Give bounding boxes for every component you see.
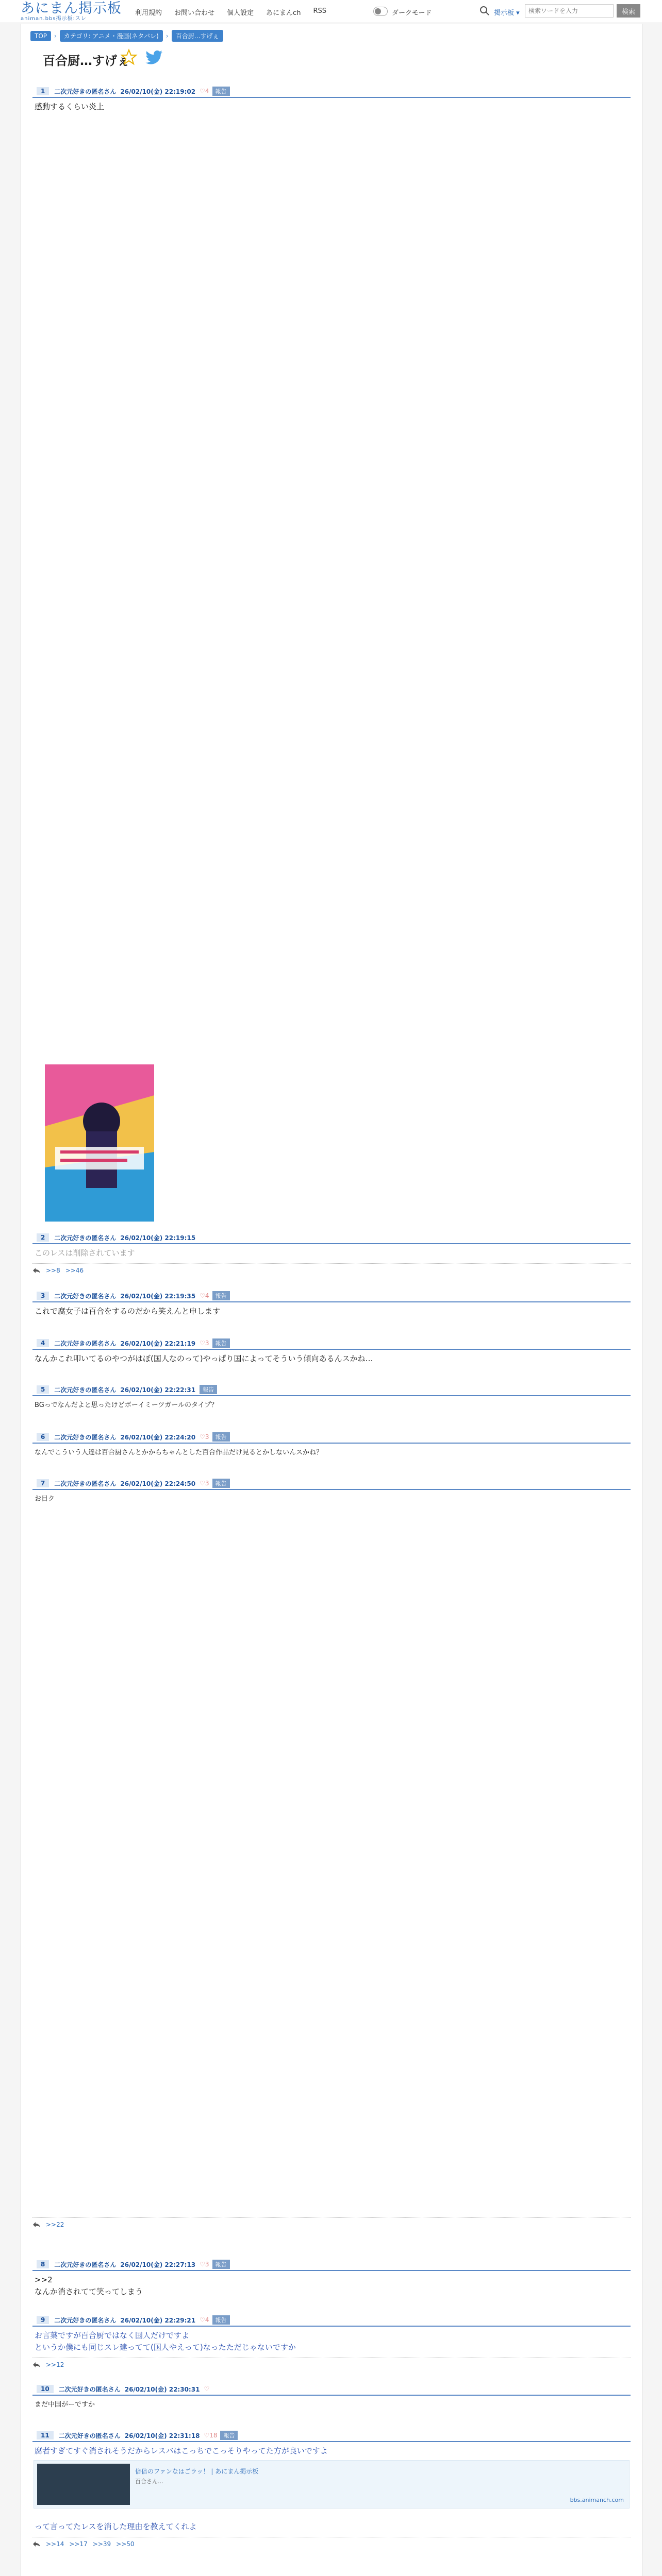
breadcrumb-separator: › xyxy=(166,32,169,40)
like-heart-icon[interactable]: ♡ xyxy=(204,2385,210,2393)
link-preview-description: 百合さん… xyxy=(135,2478,163,2485)
post-footer xyxy=(32,2213,631,2228)
link-preview-card[interactable] xyxy=(34,2460,630,2509)
breadcrumb xyxy=(30,30,223,42)
dark-mode-label: ダークモード xyxy=(392,9,432,17)
post xyxy=(32,2383,631,2411)
report-button[interactable]: 報告 xyxy=(212,2260,230,2269)
like-heart-icon[interactable]: ♡3 xyxy=(200,2261,209,2268)
link-preview-thumbnail xyxy=(37,2464,130,2505)
reply-link[interactable]: >>22 xyxy=(46,2221,64,2228)
post-number[interactable]: 8 xyxy=(37,2260,49,2268)
post xyxy=(32,1431,631,1459)
post-author: 二次元好きの匿名さん xyxy=(58,2385,121,2393)
reply-arrow-icon xyxy=(32,2362,41,2368)
post-author: 二次元好きの匿名さん xyxy=(54,88,117,95)
like-heart-icon[interactable]: ♡4 xyxy=(200,2316,209,2324)
post-author: 二次元好きの匿名さん xyxy=(54,1433,117,1441)
report-button[interactable]: 報告 xyxy=(212,87,230,96)
post xyxy=(32,86,631,113)
post-date: 26/02/10(金) 22:19:35 xyxy=(120,1292,196,1300)
post-number[interactable]: 10 xyxy=(37,2385,54,2393)
post-author: 二次元好きの匿名さん xyxy=(54,1340,117,1347)
post-header xyxy=(32,1384,631,1396)
reply-links xyxy=(32,1263,631,1274)
post-number[interactable]: 7 xyxy=(37,1479,49,1487)
site-logo[interactable] xyxy=(21,1,122,22)
post xyxy=(32,1337,631,1365)
post-number[interactable]: 5 xyxy=(37,1385,49,1394)
post-date: 26/02/10(金) 22:24:50 xyxy=(120,1480,196,1487)
link-preview-wrap xyxy=(32,2460,631,2512)
reply-links xyxy=(32,2358,631,2368)
post-author: 二次元好きの匿名さん xyxy=(54,1480,117,1487)
report-button[interactable]: 報告 xyxy=(212,1432,230,1442)
post-header xyxy=(32,2314,631,2327)
logo-text: あにまん掲示板 xyxy=(21,1,122,16)
post-body: お言葉ですが百合厨ではなく国人だけですよ というか僕にも同じスレ建ってて(国人やえって)なったただじゃないですか xyxy=(35,2331,296,2352)
report-button[interactable]: 報告 xyxy=(200,1385,217,1394)
post-date: 26/02/10(金) 22:29:21 xyxy=(120,2316,196,2324)
breadcrumb-separator: › xyxy=(54,32,57,40)
post xyxy=(32,1384,631,1411)
report-button[interactable]: 報告 xyxy=(220,2431,238,2440)
reply-link[interactable]: >>12 xyxy=(46,2361,64,2368)
top-nav xyxy=(135,7,339,17)
post-author: 二次元好きの匿名さん xyxy=(54,1386,117,1394)
reply-link[interactable]: >>46 xyxy=(65,1267,84,1274)
post-date: 26/02/10(金) 22:27:13 xyxy=(120,2261,196,2268)
post-header xyxy=(32,1290,631,1302)
post-header xyxy=(32,1337,631,1350)
post-header xyxy=(32,1232,631,1244)
post-number[interactable]: 11 xyxy=(37,2431,54,2439)
post-body: BGっでなんだよと思ったけどボーイミーツガールのタイプ？ xyxy=(35,1401,218,1409)
reply-arrow-icon xyxy=(32,1267,41,1274)
post-body: >>2 なんか消されてて笑ってしまう xyxy=(35,2275,143,2296)
post-number[interactable]: 2 xyxy=(37,1233,49,1242)
reply-arrow-icon xyxy=(32,2222,41,2228)
post-body: これで腐女子は百合をするのだから笑えんと申します xyxy=(35,1307,221,1316)
post-body: まだ中国がーですか xyxy=(35,2401,95,2409)
breadcrumb-thread[interactable]: 百合厨…すげぇ xyxy=(172,30,223,42)
dark-mode-toggle[interactable] xyxy=(373,7,388,16)
post xyxy=(32,1232,631,1274)
reply-links xyxy=(32,2217,631,2228)
report-button[interactable]: 報告 xyxy=(212,1291,230,1300)
post-author: 二次元好きの匿名さん xyxy=(58,2432,121,2439)
post-number[interactable]: 3 xyxy=(37,1292,49,1300)
search-scope-select[interactable]: 掲示板 ▾ xyxy=(494,9,520,17)
post-header xyxy=(32,86,631,98)
logo-subtext: animan.bbs掲示板:スレ xyxy=(21,16,87,22)
breadcrumb-top[interactable]: TOP xyxy=(30,31,51,41)
post-body: なんでこういう人達は百合厨さんとかからちゃんとした百合作品だけ見るとかしないんスかね？ xyxy=(35,1449,323,1456)
nav-terms[interactable]: 利用規約 xyxy=(135,9,162,17)
search-button[interactable]: 検索 xyxy=(617,4,640,18)
post-body: お目ク xyxy=(35,1495,55,1503)
post-header xyxy=(32,2259,631,2271)
favorite-star-icon[interactable] xyxy=(120,48,138,66)
page-title: 百合厨…すげぇ xyxy=(43,54,129,68)
post-author: 二次元好きの匿名さん xyxy=(54,1234,117,1242)
twitter-bird-icon[interactable] xyxy=(145,49,163,66)
post-date: 26/02/10(金) 22:21:19 xyxy=(120,1340,196,1347)
post xyxy=(32,1478,631,1505)
post-number[interactable]: 9 xyxy=(37,2316,49,2324)
link-preview-domain: bbs.animanch.com xyxy=(570,2497,624,2503)
like-heart-icon[interactable]: ♡4 xyxy=(200,88,209,95)
post-body: このレスは削除されています xyxy=(35,1248,135,1258)
post-author: 二次元好きの匿名さん xyxy=(54,2261,117,2268)
search-icon xyxy=(479,6,490,16)
post-author: 二次元好きの匿名さん xyxy=(54,2316,117,2324)
post-author: 二次元好きの匿名さん xyxy=(54,1292,117,1300)
post xyxy=(32,2259,631,2298)
post-number[interactable]: 6 xyxy=(37,1433,49,1441)
post-header xyxy=(32,2430,631,2442)
post-date: 26/02/10(金) 22:19:15 xyxy=(120,1234,196,1242)
reply-link[interactable]: >>17 xyxy=(69,2540,88,2548)
link-preview-title: 倍倍のファンなはごラッ！ | あにまん掲示板 xyxy=(135,2468,259,2475)
like-heart-icon[interactable]: ♡4 xyxy=(200,1292,209,1299)
post-header xyxy=(32,1431,631,1444)
post-date: 26/02/10(金) 22:30:31 xyxy=(124,2385,200,2393)
nav-contact[interactable]: お問い合わせ xyxy=(174,9,215,17)
post-date: 26/02/10(金) 22:19:02 xyxy=(120,88,196,95)
like-heart-icon[interactable]: ♡3 xyxy=(200,1433,209,1440)
post-number[interactable]: 4 xyxy=(37,1339,49,1347)
post-date: 26/02/10(金) 22:22:31 xyxy=(120,1386,196,1394)
thread-page xyxy=(21,24,642,2576)
reply-links xyxy=(32,2537,631,2548)
post xyxy=(32,2430,631,2548)
reply-link[interactable]: >>39 xyxy=(92,2540,111,2548)
post-image[interactable] xyxy=(45,1064,154,1222)
report-button[interactable]: 報告 xyxy=(212,2315,230,2325)
nav-rss[interactable]: RSS xyxy=(313,7,326,15)
post-body: 腐者すぎてすぐ消されそうだからレスバはこっちでこっそりやってた方が良いですよ xyxy=(35,2446,328,2455)
site-header xyxy=(0,0,662,23)
reply-link[interactable]: >>50 xyxy=(116,2540,135,2548)
post-body: 感動するくらい炎上 xyxy=(35,102,105,111)
reply-arrow-icon xyxy=(32,2541,41,2547)
breadcrumb-category[interactable]: カテゴリ: アニメ・漫画(ネタバレ) xyxy=(60,30,163,42)
report-button[interactable]: 報告 xyxy=(212,1338,230,1348)
toggle-knob xyxy=(375,8,381,14)
post-header xyxy=(32,1478,631,1490)
post-body-continued: って言ってたレスを消した理由を教えてくれよ xyxy=(35,2522,197,2531)
like-heart-icon[interactable]: ♡18 xyxy=(204,2432,218,2439)
post-body: なんかこれ叩いてるのやつがはぼ(国人なのって)やっぱり国によってそういう傾向あるんスかね… xyxy=(35,1354,373,1363)
like-heart-icon[interactable]: ♡3 xyxy=(200,1480,209,1487)
post-date: 26/02/10(金) 22:31:18 xyxy=(124,2432,200,2439)
post-date: 26/02/10(金) 22:24:20 xyxy=(120,1433,196,1441)
post xyxy=(32,1290,631,1317)
search-input[interactable] xyxy=(525,4,614,18)
report-button[interactable]: 報告 xyxy=(212,1479,230,1488)
post xyxy=(32,2314,631,2368)
nav-animanch[interactable]: あにまんch xyxy=(266,9,301,17)
reply-link[interactable]: >>8 xyxy=(46,1267,60,1274)
like-heart-icon[interactable]: ♡3 xyxy=(200,1340,209,1347)
nav-settings[interactable]: 個人設定 xyxy=(227,9,254,17)
post-header xyxy=(32,2383,631,2396)
reply-link[interactable]: >>14 xyxy=(46,2540,64,2548)
post-number[interactable]: 1 xyxy=(37,87,49,95)
